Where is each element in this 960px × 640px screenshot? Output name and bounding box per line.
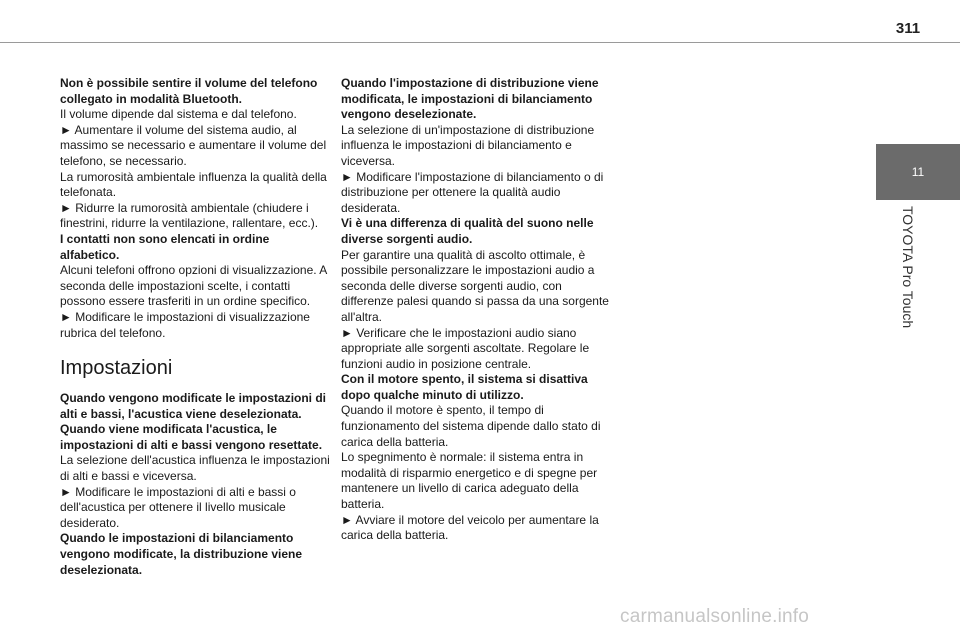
question-heading: Quando le impostazioni di bilanciamento vengono modificate, la distribuzione viene deselezionata. — [60, 531, 303, 577]
question-heading: Non è possibile sentire il volume del telefono collegato in modalità Bluetooth. — [60, 76, 318, 106]
chapter-title: TOYOTA Pro Touch — [900, 206, 916, 329]
answer-text: La selezione di un'impostazione di distribuzione influenza le impostazioni di bilanciamento e viceversa. — [341, 122, 595, 168]
answer-text: Alcuni telefoni offrono opzioni di visualizzazione. A seconda delle impostazioni scelte, i contatti possono essere trasferiti in un ordine specifico. — [60, 263, 327, 309]
chapter-sidebar — [876, 206, 960, 366]
question-heading: Quando vengono modificate le impostazioni di alti e bassi, l'acustica viene deselezionata. Quando viene modificata l'acustica, le impostazioni di alti e bassi vengono resettate. — [60, 391, 327, 452]
header-divider — [0, 42, 960, 43]
answer-step: ► Modificare l'impostazione di bilanciamento o di distribuzione per ottenere la qualità audio desiderata. — [341, 169, 604, 215]
section-heading: Impostazioni — [60, 357, 173, 380]
answer-text: La rumorosità ambientale influenza la qualità della telefonata. — [60, 169, 327, 200]
answer-step: ► Modificare le impostazioni di alti e bassi o dell'acustica per ottenere il livello musicale desiderato. — [60, 484, 296, 530]
answer-text: Per garantire una qualità di ascolto ottimale, è possibile personalizzare le impostazioni audio a seconda delle diverse sorgenti audio, con differenze palesi quando si passa da una sorgente all'altra. — [341, 247, 609, 324]
question-heading: I contatti non sono elencati in ordine alfabetico. — [60, 231, 270, 262]
answer-text: Il volume dipende dal sistema e dal telefono. — [60, 107, 297, 122]
answer-text: Lo spegnimento è normale: il sistema entra in modalità di risparmio energetico e di spegne per mantenere un livello di carica adeguato della batteria. — [341, 450, 598, 512]
answer-step: ► Ridurre la rumorosità ambientale (chiudere i finestrini, ridurre la ventilazione, rallentare, ecc.). — [60, 200, 319, 231]
answer-step: ► Aumentare il volume del sistema audio, al massimo se necessario e aumentare il volume del telefono, se necessario. — [60, 122, 327, 168]
answer-step: ► Verificare che le impostazioni audio siano appropriate alle sorgenti ascoltate. Regolare le funzioni audio in posizione centrale. — [341, 325, 590, 371]
right-column — [341, 76, 611, 544]
left-column — [60, 76, 330, 578]
question-heading: Vi è una differenza di qualità del suono nelle diverse sorgenti audio. — [341, 216, 594, 246]
page-number: 311 — [895, 20, 921, 37]
question-heading: Con il motore spento, il sistema si disattiva dopo qualche minuto di utilizzo. — [341, 372, 588, 402]
question-heading: Quando l'impostazione di distribuzione viene modificata, le impostazioni di bilanciamento vengono deselezionate. — [341, 76, 599, 122]
answer-step: ► Avviare il motore del veicolo per aumentare la carica della batteria. — [341, 512, 599, 543]
answer-step: ► Modificare le impostazioni di visualizzazione rubrica del telefono. — [60, 309, 310, 340]
watermark: carmanualsonline.info — [620, 606, 810, 627]
chapter-tab[interactable]: 11 — [876, 144, 960, 200]
answer-text: Quando il motore è spento, il tempo di funzionamento del sistema dipende dallo stato di carica della batteria. — [341, 403, 601, 449]
answer-text: La selezione dell'acustica influenza le impostazioni di alti e bassi e viceversa. — [60, 453, 330, 484]
